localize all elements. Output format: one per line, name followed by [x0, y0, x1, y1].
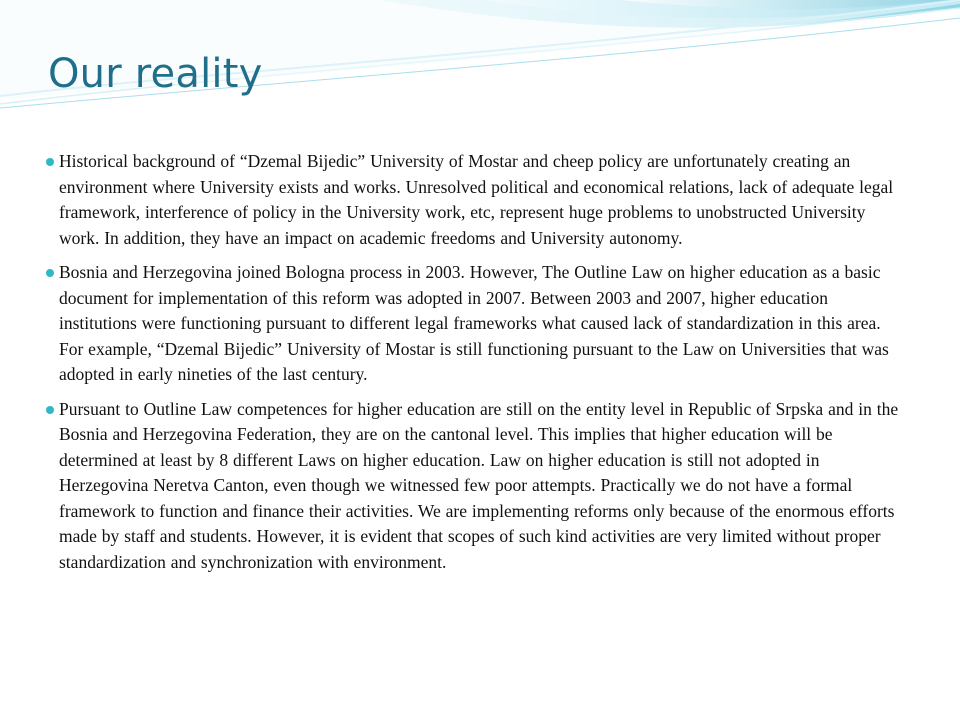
bullet-text: Bosnia and Herzegovina joined Bologna process in 2003. However, The Outline Law on higher education as a basic document for implementation of this reform was adopted in 2007. Between 2003 and 2007, higher education institutions were functioning pursuant to different legal frameworks what caused lack of standardization in this area. For example, “Dzemal Bijedic” University of Mostar is still functioning pursuant to the Law on Universities that was adopted in early nineties of the last century. — [59, 262, 889, 384]
bullet-dot-icon — [46, 269, 54, 277]
list-item — [59, 260, 904, 388]
slide-title: Our reality — [48, 51, 263, 97]
bullet-text: Historical background of “Dzemal Bijedic” University of Mostar and cheep policy are unfortunately creating an environment where University exists and works. Unresolved political and economical relations, lack of adequate legal framework, interference of policy in the University work, etc, represent huge problems to unobstructed University work. In addition, they have an impact on academic freedoms and University autonomy. — [59, 151, 894, 248]
bullet-list — [59, 149, 904, 584]
bullet-dot-icon — [46, 406, 54, 414]
list-item — [59, 149, 904, 251]
bullet-dot-icon — [46, 158, 54, 166]
list-item — [59, 397, 904, 576]
bullet-text: Pursuant to Outline Law competences for higher education are still on the entity level in Republic of Srpska and in the Bosnia and Herzegovina Federation, they are on the cantonal level. This implies that higher education will be determined at least by 8 different Laws on higher education. Law on higher education is still not adopted in Herzegovina Neretva Canton, even though we witnessed few poor attempts. Practically we do not have a formal framework to function and finance their activities. We are implementing reforms only because of the enormous efforts made by staff and students. However, it is evident that scopes of such kind activities are very limited without proper standardization and synchronization with environment. — [59, 398, 899, 572]
